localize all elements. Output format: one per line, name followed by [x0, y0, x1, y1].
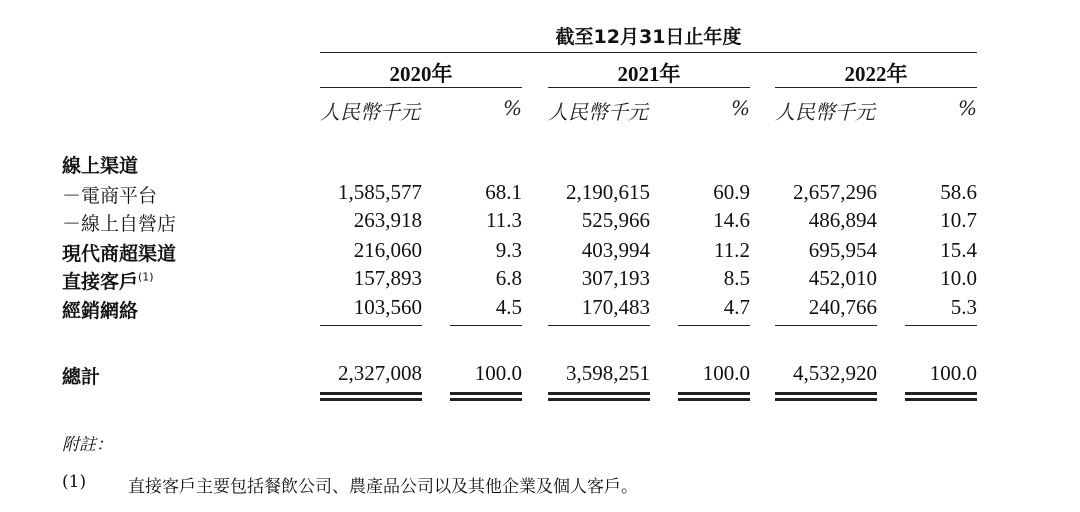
cell: 68.1: [485, 180, 522, 204]
row-label-online: 線上渠道: [62, 155, 139, 177]
cell: 103,560: [353, 295, 422, 319]
row-label-distribution: 經銷網絡: [62, 300, 139, 322]
year-rule-2021: [548, 87, 750, 88]
cell: 216,060: [353, 238, 422, 262]
year-rule-2020: [320, 87, 522, 88]
subtotal-rule: [775, 325, 877, 326]
unit-pct-2020: %: [502, 96, 522, 120]
cell: 240,766: [808, 295, 877, 319]
note-marker: (1): [62, 472, 87, 492]
cell: 1,585,577: [338, 180, 422, 204]
cell: 8.5: [723, 266, 750, 290]
cell: 11.3: [486, 208, 522, 232]
cell: 15.4: [940, 238, 977, 262]
subtotal-rule: [320, 325, 422, 326]
cell: 60.9: [713, 180, 750, 204]
total-double-rule: [905, 398, 977, 401]
cell: 4.7: [723, 295, 750, 319]
total-label: 總計: [62, 366, 101, 388]
total-double-rule: [450, 392, 522, 395]
cell: 11.2: [714, 238, 750, 262]
total-double-rule: [320, 398, 422, 401]
unit-amount-2022: 人民幣千元: [775, 100, 875, 124]
total-double-rule: [320, 392, 422, 395]
cell: 157,893: [353, 266, 422, 290]
total-cell: 100.0: [929, 361, 977, 385]
total-cell: 2,327,008: [338, 361, 422, 385]
unit-pct-2021: %: [730, 96, 750, 120]
notes-title: 附註：: [62, 435, 113, 455]
subtotal-rule: [548, 325, 650, 326]
year-rule-2022: [775, 87, 977, 88]
total-double-rule: [905, 392, 977, 395]
cell: 2,657,296: [793, 180, 877, 204]
cell: 695,954: [808, 238, 877, 262]
cell: 170,483: [581, 295, 650, 319]
row-label-direct-customers: [62, 267, 154, 294]
cell: 263,918: [353, 208, 422, 232]
unit-amount-2020: 人民幣千元: [320, 100, 420, 124]
cell: 58.6: [940, 180, 977, 204]
total-double-rule: [678, 392, 750, 395]
total-double-rule: [548, 398, 650, 401]
cell: 5.3: [950, 295, 977, 319]
cell: 9.3: [495, 238, 522, 262]
cell: 403,994: [581, 238, 650, 262]
total-double-rule: [678, 398, 750, 401]
row-label-online-store: －線上自營店: [62, 213, 177, 235]
year-header-2020: 2020年: [389, 62, 453, 86]
cell: 525,966: [581, 208, 650, 232]
cell: 4.5: [495, 295, 522, 319]
row-label-ecommerce: －電商平台: [62, 185, 158, 207]
cell: 10.0: [940, 266, 977, 290]
period-header-rule: [320, 52, 977, 53]
cell: 14.6: [713, 208, 750, 232]
cell: 10.7: [940, 208, 977, 232]
total-double-rule: [775, 398, 877, 401]
total-double-rule: [548, 392, 650, 395]
total-cell: 3,598,251: [566, 361, 650, 385]
direct-customers-text: 直接客戶: [62, 271, 139, 293]
year-header-2022: 2022年: [844, 62, 908, 86]
unit-amount-2021: 人民幣千元: [548, 100, 648, 124]
year-header-2021: 2021年: [617, 62, 681, 86]
subtotal-rule: [678, 325, 750, 326]
cell: 2,190,615: [566, 180, 650, 204]
subtotal-rule: [450, 325, 522, 326]
total-double-rule: [775, 392, 877, 395]
footnote-mark: (1): [138, 270, 154, 284]
total-cell: 100.0: [702, 361, 750, 385]
cell: 307,193: [581, 266, 650, 290]
unit-pct-2022: %: [957, 96, 977, 120]
cell: 486,894: [808, 208, 877, 232]
cell: 452,010: [808, 266, 877, 290]
total-double-rule: [450, 398, 522, 401]
note-text: 直接客戶主要包括餐飲公司、農產品公司以及其他企業及個人客戶。: [128, 477, 638, 497]
total-cell: 4,532,920: [793, 361, 877, 385]
cell: 6.8: [495, 266, 522, 290]
row-label-supermarket: 現代商超渠道: [62, 243, 177, 265]
period-header: 截至12月31日止年度: [555, 26, 742, 48]
total-cell: 100.0: [474, 361, 522, 385]
subtotal-rule: [905, 325, 977, 326]
